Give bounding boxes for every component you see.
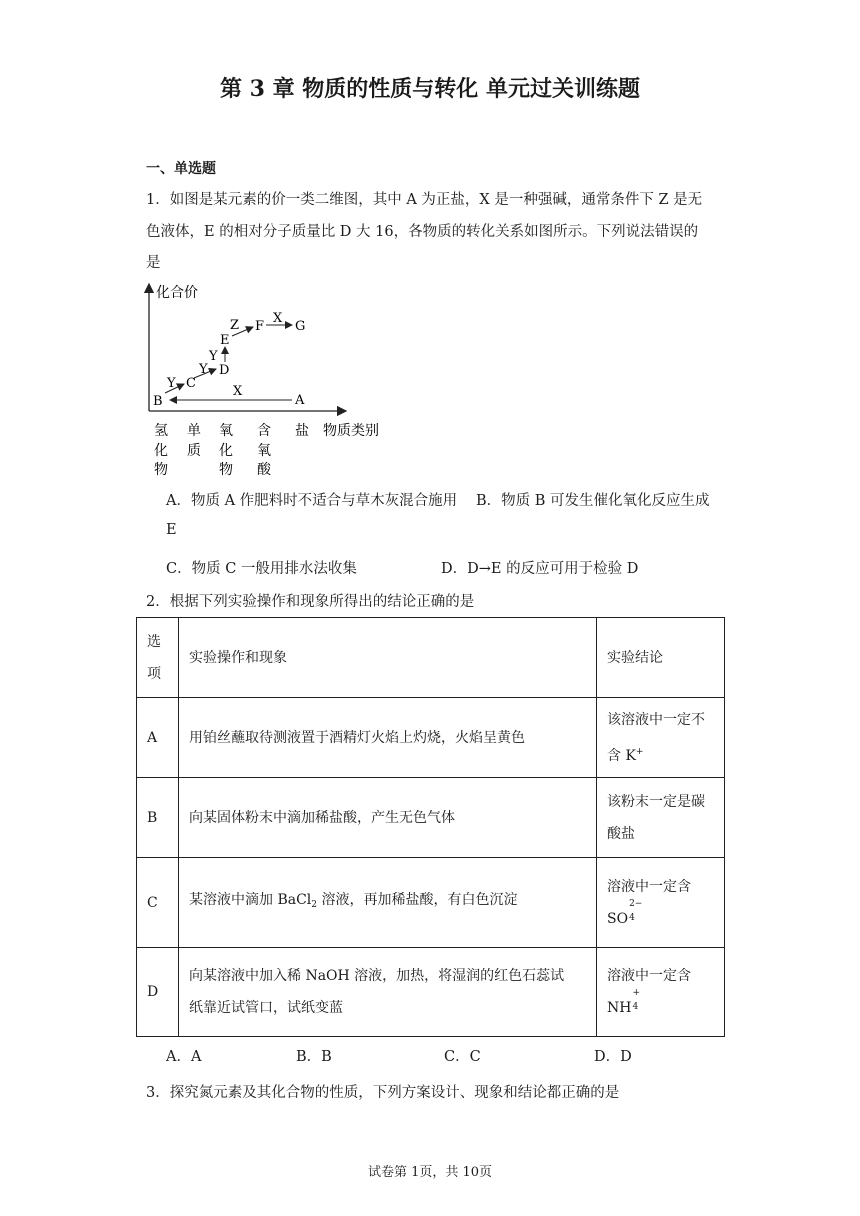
row-option: D: [137, 948, 179, 1037]
table-header-row: [137, 618, 725, 698]
page-title: 第 3 章 物质的性质与转化 单元过关训练题: [220, 76, 640, 102]
row-option: C: [137, 858, 179, 948]
node-b: B: [153, 394, 163, 409]
page-footer: 试卷第 1页，共 10页: [367, 1165, 493, 1180]
node-d: D: [219, 363, 230, 378]
category-element-1: 单: [187, 423, 201, 439]
category-element-2: 质: [187, 443, 201, 459]
section-heading: 一、单选题: [146, 161, 216, 177]
node-c: C: [186, 376, 196, 391]
category-oxide-1: 氧: [219, 423, 233, 439]
edge-label-x-fg: X: [273, 311, 283, 326]
row-operation: 向某溶液中加入稀 NaOH 溶液，加热，将湿润的红色石蕊试 纸靠近试管口，试纸变蓝: [179, 948, 597, 1037]
q1-option-a: A．物质 A 作肥料时不适合与草木灰混合施用: [166, 493, 458, 509]
row-conclusion: 该溶液中一定不 含 K+: [597, 698, 725, 778]
edge-label-x-ab: X: [233, 384, 243, 399]
row-conclusion: 该粉末一定是碳 酸盐: [597, 778, 725, 858]
q1-stem-line2: 色液体，E 的相对分子质量比 D 大 16，各物质的转化关系如图所示。下列说法错误的: [146, 224, 699, 240]
category-oxyacid-1: 含: [257, 423, 271, 439]
category-oxide-3: 物: [219, 462, 233, 478]
node-g: G: [295, 319, 306, 334]
row-option: B: [137, 778, 179, 858]
row-operation: 用铂丝蘸取待测液置于酒精灯火焰上灼烧，火焰呈黄色: [179, 698, 597, 778]
y-axis-label: 化合价: [156, 285, 198, 301]
q1-option-b: B．物质 B 可发生催化氧化反应生成: [476, 493, 710, 509]
category-salt: 盐: [295, 423, 309, 439]
q3-stem: 3．探究氮元素及其化合物的性质，下列方案设计、现象和结论都正确的是: [146, 1085, 620, 1101]
category-hydride-3: 物: [154, 462, 168, 478]
row-conclusion: 溶液中一定含 NH + 4: [597, 948, 725, 1037]
q2-answer-b: B．B: [296, 1049, 332, 1065]
edge-label-y-de: Y: [209, 349, 218, 364]
q2-answer-a: A．A: [166, 1049, 202, 1065]
q1-stem-line3: 是: [146, 255, 161, 271]
node-f: F: [255, 319, 265, 334]
category-oxide-2: 化: [219, 443, 233, 459]
edge-label-y-bc: Y: [167, 376, 176, 391]
table-row: [137, 858, 725, 948]
row-conclusion: 溶液中一定含 SO 2− 4: [597, 858, 725, 948]
valence-class-diagram: [140, 276, 410, 481]
table-row: [137, 948, 725, 1037]
row-option: A: [137, 698, 179, 778]
node-a: A: [295, 393, 305, 408]
header-conclusion: 实验结论: [597, 618, 725, 698]
header-option: 选 项: [137, 618, 179, 698]
table-row: [137, 698, 725, 778]
q1-option-d: D．D→E 的反应可用于检验 D: [441, 561, 639, 577]
edge-label-z-ef: Z: [230, 318, 240, 333]
q2-stem: 2．根据下列实验操作和现象所得出的结论正确的是: [146, 594, 475, 610]
node-e: E: [220, 333, 230, 348]
row-operation: 向某固体粉末中滴加稀盐酸，产生无色气体: [179, 778, 597, 858]
q1-option-c: C．物质 C 一般用排水法收集: [166, 561, 357, 577]
category-oxyacid-2: 氧: [257, 443, 271, 459]
category-oxyacid-3: 酸: [257, 462, 271, 478]
edge-label-y-cd: Y: [199, 362, 208, 377]
q1-stem-line1: 1．如图是某元素的价一类二维图，其中 A 为正盐，X 是一种强碱，通常条件下 Z 是无: [146, 192, 703, 208]
category-hydride-1: 氢: [154, 423, 168, 439]
row-operation: 某溶液中滴加 BaCl$_2$ 溶液，再加稀盐酸，有白色沉淀: [179, 858, 597, 948]
header-operation: 实验操作和现象: [179, 618, 597, 698]
x-axis-label: 物质类别: [323, 423, 379, 439]
q2-table: [136, 617, 725, 1037]
q1-option-b-cont: E: [166, 522, 177, 538]
q2-answer-c: C．C: [444, 1049, 481, 1065]
table-row: [137, 778, 725, 858]
q2-answer-d: D．D: [594, 1049, 632, 1065]
category-hydride-2: 化: [154, 443, 168, 459]
